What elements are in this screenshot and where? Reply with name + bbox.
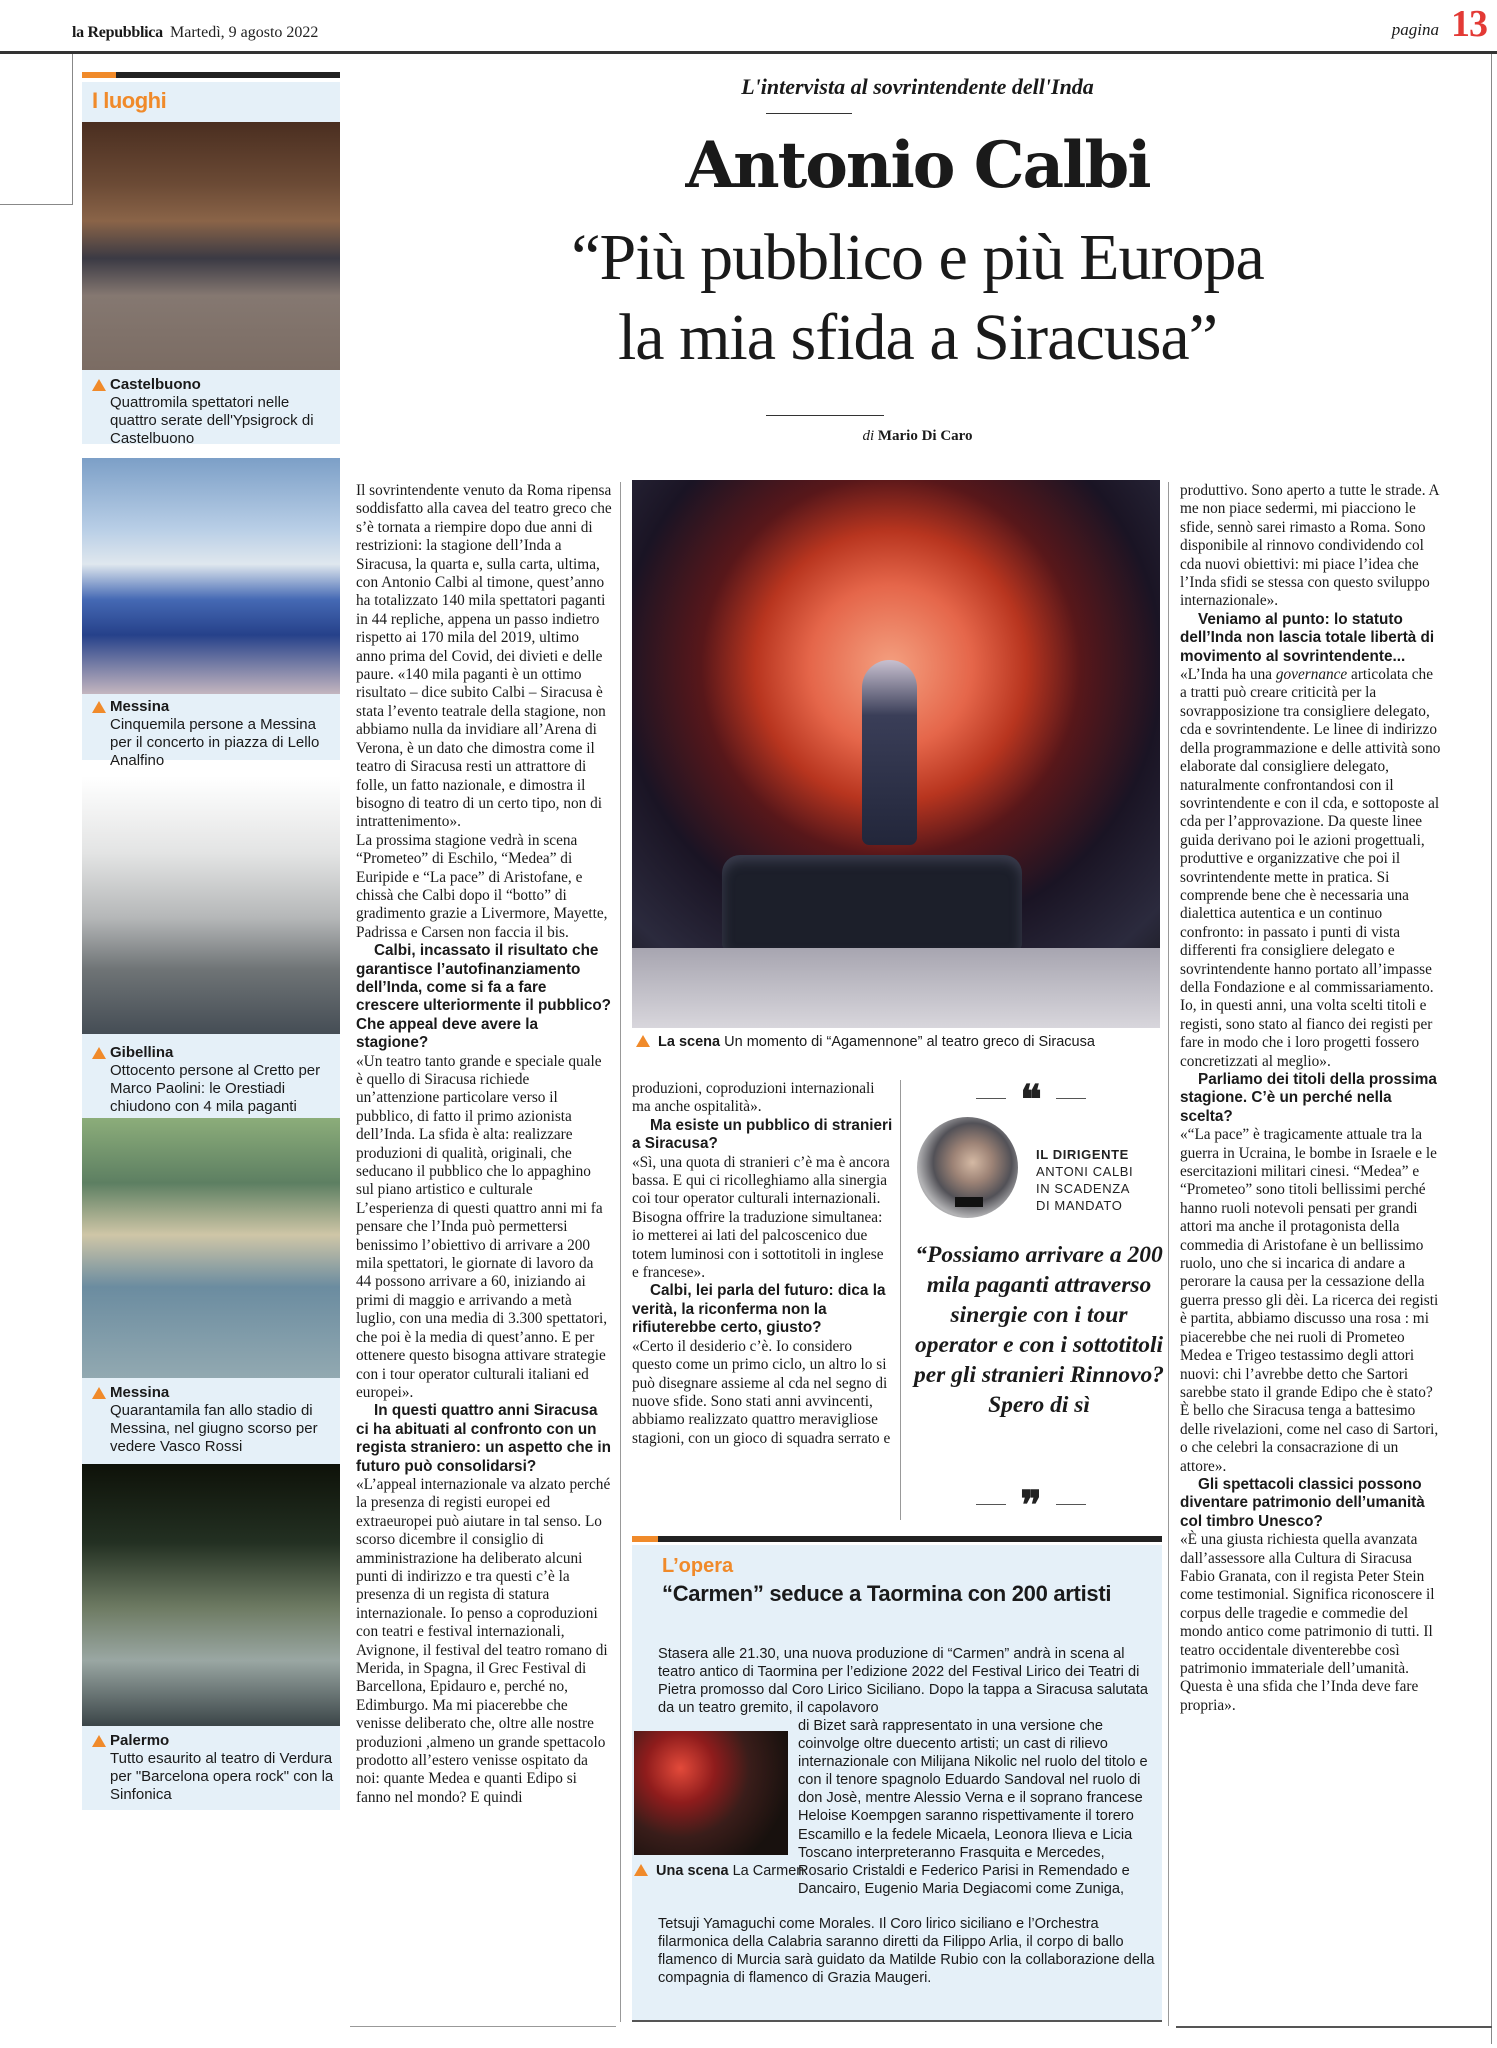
- label-line: ANTONI CALBI: [1036, 1164, 1134, 1179]
- sidebar-item-gibellina: [82, 776, 340, 1118]
- sidebar-item-castelbuono: [82, 122, 340, 447]
- issue-date: Martedì, 9 agosto 2022: [170, 24, 319, 41]
- article-column-2: [632, 1080, 894, 1448]
- masthead: [0, 0, 1497, 52]
- sidebar-bar-accent: [82, 72, 116, 78]
- text-run: articolata che a tratti può creare criticità per la sovrapposizione tra consigliere delegato, cda e sovrintendente. Le linee di indirizzo della programmazione e delle attività sono elaborate dal consigliere delegato, naturalmente confrontandosi con il sovrintendente e con il cda, e sottoposte al cda per l’approvazione. Da queste linee guida derivano poi le azioni progettuali, produttive e organizzative che poi il sovrintendente mette in pratica. Si comprende bene che è necessaria una dialettica autentica e un continuo confronto: in passato i punti di vista differenti fra consigliere delegato e sovrintendente hanno portato all’impasse della Fondazione e al commissariamento. Io, in questi anni, una volta scelti titoli e registi, sono stato al fianco dei registi per fare in modo che i loro progetti fossero concretizzati al meglio».: [1180, 666, 1441, 1070]
- quote-rule: [1056, 1098, 1086, 1099]
- opera-box-bar: [632, 1536, 1162, 1542]
- newspaper-name: la Repubblica: [72, 24, 163, 41]
- caption-text: Cinquemila persone a Messina per il concerto in piazza di Lello Analfino: [110, 716, 320, 769]
- caption-label: Una scena: [656, 1863, 729, 1879]
- triangle-icon: [92, 1047, 106, 1059]
- frame-line: [0, 204, 73, 205]
- caption-text: Ottocento persone al Cretto per Marco Paolini: le Orestiadi chiudono con 4 mila paganti: [110, 1062, 321, 1115]
- triangle-icon: [92, 379, 106, 391]
- paragraph: produzioni, coproduzioni internazionali ma anche ospitalità».: [632, 1080, 875, 1116]
- masthead-divider: [0, 51, 1497, 54]
- paragraph: La prossima stagione vedrà in scena “Prometeo” di Eschilo, “Medea” di Euripide e “La pace” di Aristofane, e chissà che Calbi dopo il “botto” di gradimento grazie a Livermore, Mayette, Padrissa e Carsen non faccia il bis.: [356, 831, 608, 941]
- interview-question: Calbi, lei parla del futuro: dica la verità, la riconferma non la rifiuterebbe certo, giusto?: [632, 1282, 886, 1337]
- headline-line: “Più pubblico e più Europa: [571, 221, 1264, 294]
- paragraph: «“La pace” è tragicamente attuale tra la guerra in Ucraina, le bombe in Israele e le esercitazioni militari cinesi. “Medea” e “Prometeo” sono titoli bellissimi perché hanno ruoli notevoli pensati per grandi attori ma anche il protagonista della commedia di Aristofane è un bellissimo ruolo, uno che si incarica di andare a perorare la causa per la cessazione della guerra presso gli dèi. La ricerca dei registi è partita, abbiamo discusso una rosa : mi piacerebbe che nei ruoli di Prometeo Medea e Trigeo testassimo degli attori nuovi: chi l’avrebbe detto che Sartori sarebbe stato il grande Edipo che è stato? È bello che Siracusa tenga a battesimo delle rivelazioni, come nel caso di Sartori, o che celebri la consacrazione di un attore».: [1180, 1126, 1439, 1475]
- opera-intro: Stasera alle 21.30, una nuova produzione di “Carmen” andrà in scena al teatro antico di Taormina per l’edizione 2022 del Festival Lirico dei Teatri di Pietra promosso dal Coro Lirico Siciliano. Dopo la tappa a Siracusa salutata da un teatro gremito, il capolavoro: [658, 1646, 1148, 1717]
- bottom-divider: [1176, 2026, 1492, 2028]
- pull-quote-text: “Possiamo arrivare a 200 mila paganti attraverso sinergie con i tour operator e con i sottotitoli per gli stranieri Rinnovo? Spero di sì: [913, 1242, 1165, 1418]
- photo-gibellina: [82, 776, 340, 1034]
- main-photo-agamennone: [632, 480, 1160, 1028]
- byline-author: Mario Di Caro: [877, 428, 973, 444]
- photo-caption: [110, 1384, 335, 1456]
- pull-quote-label: [1036, 1146, 1133, 1214]
- interview-question: Gli spettacoli classici possono diventare patrimonio dell’umanità col timbro Unesco?: [1180, 1475, 1425, 1530]
- page-label: pagina: [1391, 20, 1439, 39]
- paragraph: «Sì, una quota di stranieri c’è ma è ancora bassa. E qui ci ricolleghiamo alla sinergia coi tour operator culturali internazionali. Bisogna offrire la traduzione simultanea: io metterei ai lati del palcoscenico due totem luminosi con i sottotitoli in inglese e francese».: [632, 1153, 890, 1282]
- photo-messina-stadium: [82, 1118, 340, 1378]
- frame-line: [72, 54, 73, 204]
- interview-question: In questi quattro anni Siracusa ci ha abituati al confronto con un regista straniero: un aspetto che in futuro può consolidarsi?: [356, 1402, 612, 1475]
- caption-place: Messina: [110, 1384, 170, 1401]
- photo-messina-piazza: [82, 458, 340, 694]
- caption-text: Un momento di “Agamennone” al teatro greco di Siracusa: [724, 1034, 1095, 1050]
- sidebar-bar: [82, 72, 340, 78]
- triangle-icon: [92, 1735, 106, 1747]
- caption-place: Castelbuono: [110, 376, 201, 393]
- interview-question: Calbi, incassato il risultato che garantisce l’autofinanziamento dell’Inda, come si fa a fare crescere ulteriormente il pubblico? Che appeal deve avere la stagione?: [356, 942, 612, 1052]
- opera-sidebar-box: [632, 1545, 1162, 2020]
- triangle-icon: [92, 1387, 106, 1399]
- byline-prefix: di: [862, 428, 875, 444]
- article-column-1: [356, 482, 612, 1807]
- opera-photo-caption: [634, 1863, 804, 1879]
- bowtie-detail: [955, 1197, 983, 1207]
- bottom-divider: [632, 2020, 1162, 2022]
- caption-label: La scena: [658, 1034, 721, 1050]
- caption-place: Gibellina: [110, 1044, 174, 1061]
- paragraph: Il sovrintendente venuto da Roma ripensa soddisfatto alla cavea del teatro greco che s’è tornata a riempire dopo due anni di restrizioni: la stagione dell’Inda a Siracusa, la quarta e, sulla carta, ultima, con Antonio Calbi al timone, quest’anno ha totalizzato 140 mila spettatori paganti in 44 repliche, appena un passo indietro rispetto ai 170 mila del 2019, ultimo anno prima del Covid, dei divieti e delle paure. «140 mila paganti è un ottimo risultato – dice subito Calbi – Siracusa è stata l’evento teatrale della stagione, non abbiamo nulla da invidiare all’Arena di Verona, è un dato che dimostra come il teatro di Siracusa resti un attrattore di folle, un fatto nazionale, e dimostra il bisogno di teatro di un certo tipo, non di intrattenimento».: [356, 482, 612, 831]
- frame-line: [1491, 54, 1492, 2044]
- label-title: IL DIRIGENTE: [1036, 1147, 1129, 1162]
- triangle-icon: [92, 701, 106, 713]
- photo-stage: [632, 948, 1160, 1028]
- byline-divider: [766, 415, 884, 416]
- opera-kicker: L’opera: [662, 1555, 734, 1577]
- opera-tail-text: Tetsuji Yamaguchi come Morales. Il Coro lirico siciliano e l’Orchestra filarmonica della Calabria saranno diretti da Filippo Arlia, il corpo di ballo flamenco di Murcia sarà guidato da Matilde Rubio con la collaborazione della compagnia di flamenco di Grazia Maugeri.: [658, 1916, 1155, 1987]
- sidebar-item-messina-stadium: [82, 1118, 340, 1464]
- open-quote-icon: ❝: [1020, 1076, 1042, 1123]
- photo-caption: [110, 1044, 335, 1116]
- column-divider: [900, 1080, 901, 1520]
- text-run: «L’Inda ha una: [1180, 666, 1276, 684]
- bottom-divider: [350, 2026, 616, 2027]
- photo-caption: [110, 1732, 335, 1804]
- photo-palermo: [82, 1464, 340, 1726]
- headline-quote: [350, 218, 1485, 378]
- column-divider: [1168, 482, 1169, 2026]
- opera-inset-text: di Bizet sarà rappresentato in una versione che coinvolge oltre duecento artisti; un cast di rilievo internazionale con Milijana Nikolic nel ruolo del titolo e con il tenore spagnolo Eduardo Sandoval nel ruolo di don Josè, mentre Alessio Verna e il soprano francese Heloise Koempgen saranno rispettivamente il torero Escamillo e la fedele Micaela, Leonora Ilieva e Licia Toscano interpreteranno Frasquita e Mercedes, Rosario Cristaldi e Federico Parisi in Remendado e Dancairo, Eugenio Maria Degiacomi come Zuniga,: [798, 1718, 1148, 1897]
- sidebar-title: I luoghi: [92, 88, 167, 113]
- photo-castelbuono: [82, 122, 340, 370]
- paragraph: «Un teatro tanto grande e speciale quale è quello di Siracusa richiede un’attenzione particolare verso il pubblico, di fatto il primo azionista dell’Inda. La sfida è alta: realizzare produzioni di qualità, originali, che seducano il pubblico che lo appaghino sul piano artistico e culturale L’esperienza di questi quattro anni mi fa pensare che l’Inda può permettersi benissimo l’obiettivo di arrivare a 200 mila spettatori, le giornate di lavoro da 44 possono arrivare a 60, iniziando ai primi di maggio e arrivando a metà luglio, con una media di 3.300 spettatori, che poi è la media di quest’anno. E per ottenere questo bisogna attivare strategie con i tour operator culturali italiani ed europei».: [356, 1052, 608, 1401]
- photo-caption: [110, 698, 335, 770]
- column-divider: [620, 482, 621, 2022]
- paragraph: [1180, 666, 1442, 1071]
- headline-line: la mia sfida a Siracusa”: [617, 301, 1218, 374]
- paragraph: «L’appeal internazionale va alzato perché la presenza di registi europei ed extraeuropei può aiutare in tal senso. Lo scorso dicembre il consiglio di amministrazione ha deliberato alcuni punti di indirizzo e tra questi c’è la presenza di un regista di statura internazionale. Io penso a coproduzioni con teatri e festival internazionali, Avignone, il festival del teatro romano di Merida, in Spagna, il Grec Festival di Barcellona, Epidauro e, perché no, Edimburgo. Ma mi piacerebbe che venisse deliberato che, oltre alle nostre produzioni ,almeno un grande spettacolo prodotto all’estero venisse ospitato da noi: quante Medea e quanti Edipo si fanno nel mondo? E quindi: [356, 1475, 611, 1806]
- text-run-italic: governance: [1275, 666, 1348, 684]
- byline: [350, 428, 1485, 445]
- label-line: IN SCADENZA: [1036, 1181, 1131, 1196]
- paragraph: «È una giusta richiesta quella avanzata dall’assessore alla Cultura di Siracusa Fabio Granata, con il regista Peter Stein come testimonial. Significa riconoscere il corpus delle tragedie e commedie del mondo antico come patrimonio di tutti. Il teatro occidentale diventerebbe così patrimonio immateriale dell’umanità. Questa è una sfida che l’Inda deve fare propria».: [1180, 1531, 1435, 1714]
- interview-question: Veniamo al punto: lo statuto dell’Inda non lascia totale libertà di movimento al sovrintendente...: [1180, 610, 1435, 665]
- caption-text: Quattromila spettatori nelle quattro serate dell'Ypsigrock di Castelbuono: [110, 394, 314, 447]
- interview-question: Ma esiste un pubblico di stranieri a Siracusa?: [632, 1116, 893, 1153]
- article-column-4: [1180, 482, 1442, 1715]
- caption-text: Tutto esaurito al teatro di Verdura per "Barcelona opera rock" con la Sinfonica: [110, 1750, 334, 1803]
- page-number: 13: [1451, 3, 1487, 45]
- photo-sofa: [722, 855, 1022, 950]
- close-quote-icon: ❞: [1020, 1482, 1042, 1529]
- headline-name: Antonio Calbi: [685, 128, 1150, 203]
- triangle-icon: [636, 1035, 650, 1047]
- avatar-antonio-calbi: [917, 1117, 1018, 1218]
- caption-text: La Carmen: [732, 1863, 805, 1879]
- triangle-icon: [634, 1864, 648, 1876]
- photo-carmen: [634, 1731, 788, 1855]
- paragraph: produttivo. Sono aperto a tutte le strade. A me non piace sedermi, mi piacciono le sfide, sennò sarei rimasto a Roma. Sono disponibile al rinnovo condividendo col cda nuovi obiettivi: mi piace l’idea che l’Inda sfidi se stessa con questo sviluppo internazionale».: [1180, 482, 1439, 610]
- photo-figure: [862, 660, 917, 845]
- article-kicker: L'intervista al sovrintendente dell'Inda: [741, 74, 1094, 99]
- caption-text: Quarantamila fan allo stadio di Messina, nel giugno scorso per vedere Vasco Rossi: [110, 1402, 318, 1455]
- main-photo-caption: [636, 1034, 1156, 1050]
- paragraph: «Certo il desiderio c’è. Io considero questo come un primo ciclo, un altro lo si può disegnare assieme al cda nel segno di nuove sfide. Sono stati anni avvincenti, abbiamo realizzato quattro meravigliose stagioni, con un gioco di squadra serrato e: [632, 1337, 891, 1447]
- kicker-divider: [766, 113, 852, 114]
- sidebar-item-messina: [82, 458, 340, 769]
- interview-question: Parliamo dei titoli della prossima stagione. C’è un perché nella scelta?: [1180, 1071, 1437, 1125]
- label-line: DI MANDATO: [1036, 1198, 1123, 1213]
- caption-place: Palermo: [110, 1732, 170, 1749]
- sidebar-item-palermo: [82, 1464, 340, 1810]
- opera-box-bar-accent: [632, 1536, 658, 1542]
- opera-title: “Carmen” seduce a Taormina con 200 artisti: [662, 1581, 1112, 1606]
- caption-place: Messina: [110, 698, 170, 715]
- quote-rule: [1056, 1504, 1086, 1505]
- photo-caption: [110, 376, 335, 448]
- sidebar-i-luoghi: [82, 72, 340, 2022]
